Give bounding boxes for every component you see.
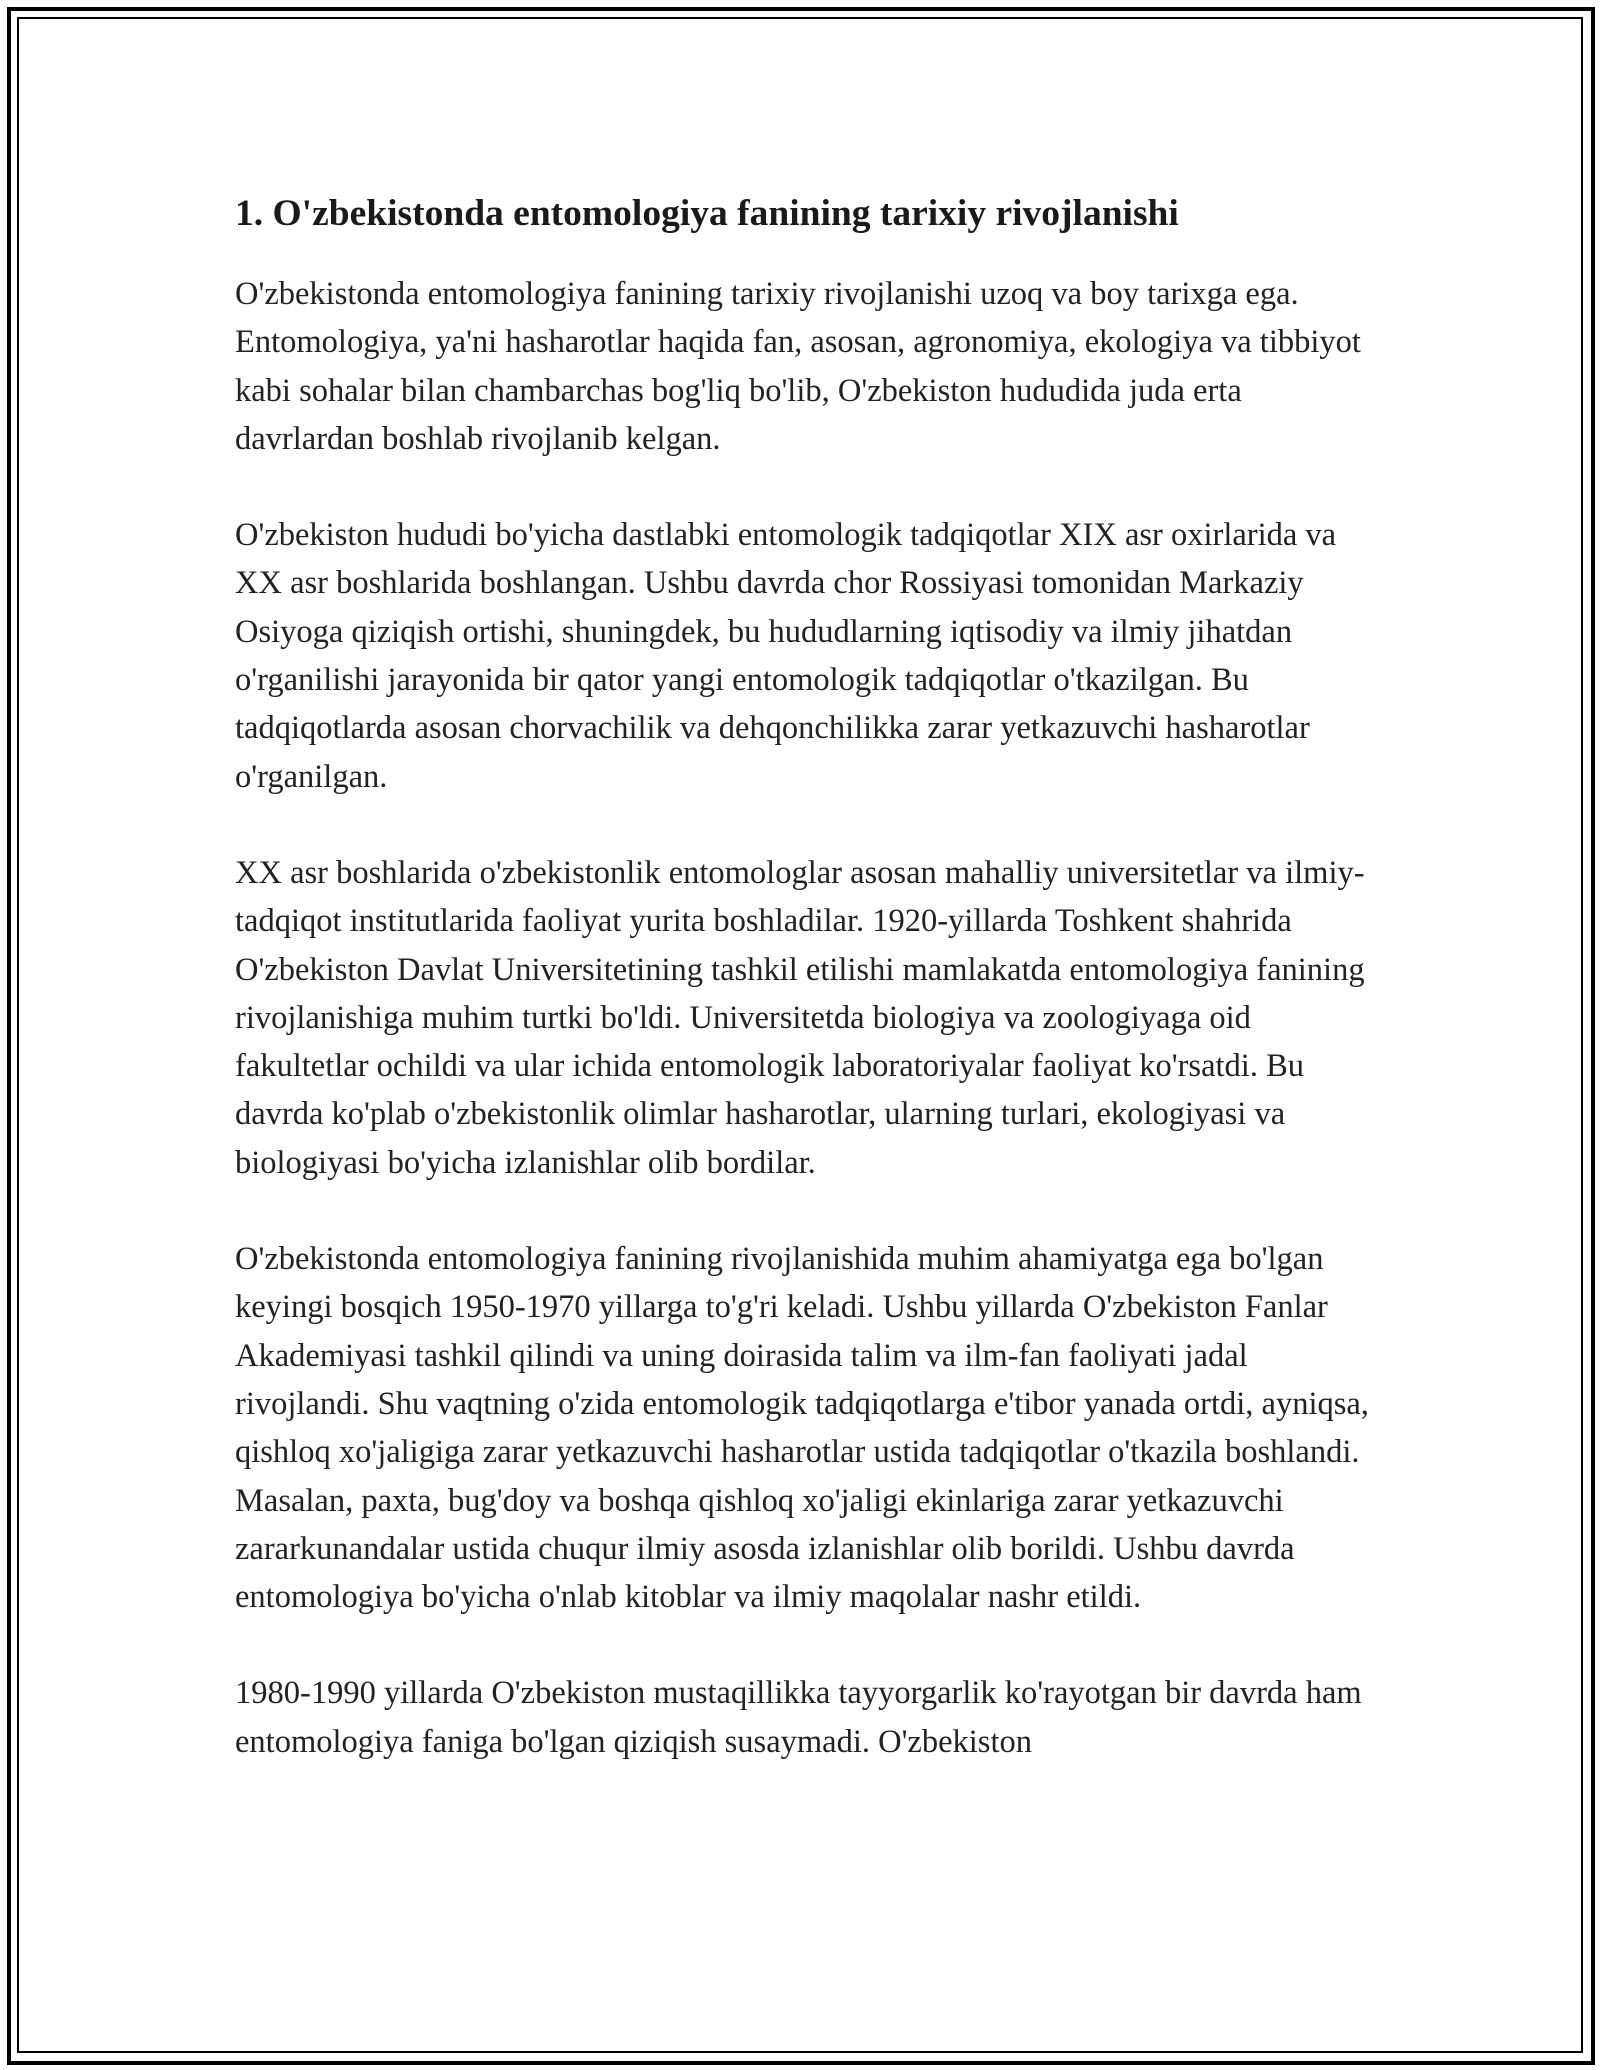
paragraph: O'zbekistonda entomologiya fanining tarixiy rivojlanishi uzoq va boy tarixga ega. Entomologiya, ya'ni hasharotlar haqida fan, asosan, agronomiya, ekologiya va tibbiyot kabi sohalar bilan chambarchas bog'liq bo'lib, O'zbekiston hududida juda erta davrlardan boshlab rivojlanib kelgan.	[235, 276, 1361, 457]
paragraph: O'zbekiston hududi bo'yicha dastlabki entomologik tadqiqotlar XIX asr oxirlarida va XX asr boshlarida boshlangan. Ushbu davrda chor Rossiyasi tomonidan Markaziy Osiyoga qiziqish ortishi, shuningdek, bu hududlarning iqtisodiy va ilmiy jihatdan o'rganilishi jarayonida bir qator yangi entomologik tadqiqotlar o'tkazilgan. Bu tadqiqotlarda asosan chorvachilik va dehqonchilikka zarar yetkazuvchi hasharotlar o'rganilgan.	[235, 517, 1337, 795]
paragraph: 1980-1990 yillarda O'zbekiston mustaqillikka tayyorgarlik ko'rayotgan bir davrda ham entomologiya faniga bo'lgan qiziqish susaymadi. O'zbekiston	[235, 1675, 1362, 1760]
paragraph: O'zbekistonda entomologiya fanining rivojlanishida muhim ahamiyatga ega bo'lgan keyingi bosqich 1950-1970 yillarga to'g'ri keladi. Ushbu yillarda O'zbekiston Fanlar Akademiyasi tashkil qilindi va uning doirasida talim va ilm-fan faoliyati jadal rivojlandi. Shu vaqtning o'zida entomologik tadqiqotlarga e'tibor yanada ortdi, ayniqsa, qishloq xo'jaligiga zarar yetkazuvchi hasharotlar ustida tadqiqotlar o'tkazila boshlandi. Masalan, paxta, bug'doy va boshqa qishloq xo'jaligi ekinlariga zarar yetkazuvchi zararkunandalar ustida chuqur ilmiy asosda izlanishlar olib borildi. Ushbu davrda entomologiya bo'yicha o'nlab kitoblar va ilmiy maqolalar nashr etildi.	[235, 1241, 1369, 1616]
document-body	[235, 188, 1375, 1814]
paragraph: XX asr boshlarida o'zbekistonlik entomologlar asosan mahalliy universitetlar va ilmiy-tadqiqot institutlarida faoliyat yurita boshladilar. 1920-yillarda Toshkent shahrida O'zbekiston Davlat Universitetining tashkil etilishi mamlakatda entomologiya fanining rivojlanishiga muhim turtki bo'ldi. Universitetda biologiya va zoologiyaga oid fakultetlar ochildi va ular ichida entomologik laboratoriyalar faoliyat ko'rsatdi. Bu davrda ko'plab o'zbekistonlik olimlar hasharotlar, ularning turlari, ekologiyasi va biologiyasi bo'yicha izlanishlar olib bordilar.	[235, 854, 1365, 1181]
section-heading: 1. O'zbekistonda entomologiya fanining tarixiy rivojlanishi	[235, 193, 1179, 234]
